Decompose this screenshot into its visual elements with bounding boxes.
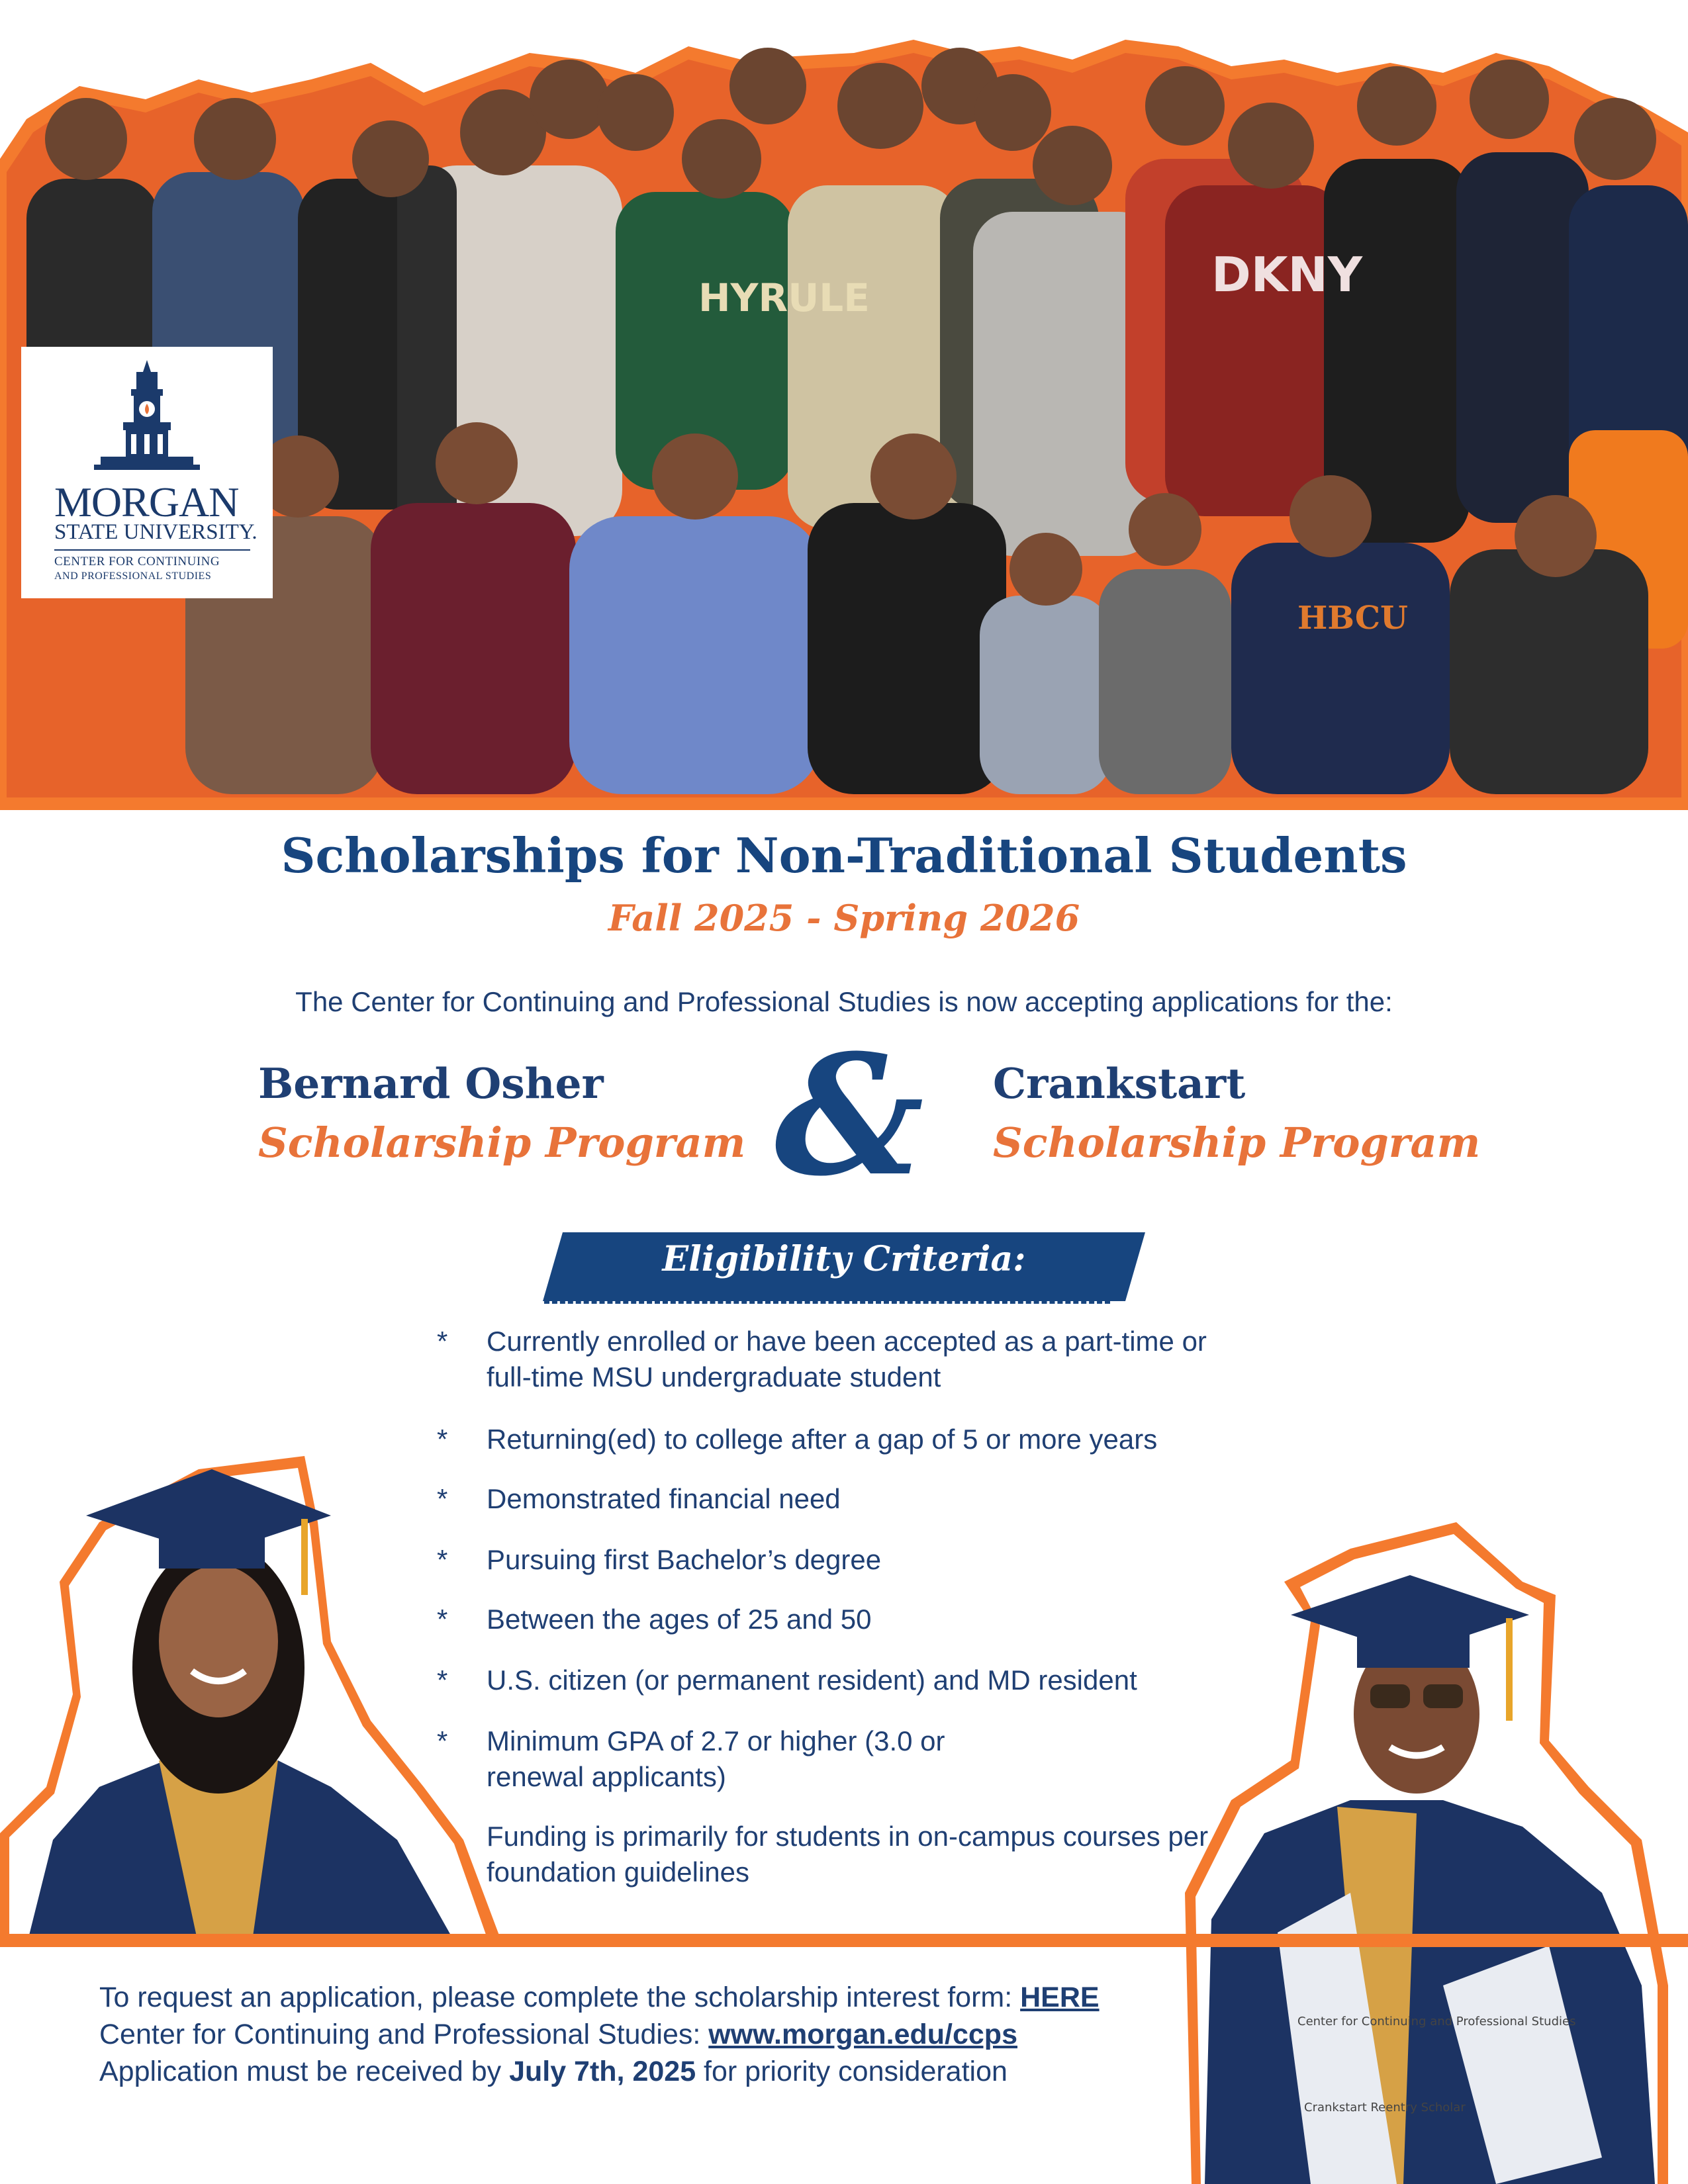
morgan-state-logo (21, 347, 273, 598)
footer-deadline-post: for priority consideration (696, 2056, 1008, 2087)
crankstart-program-name: Crankstart (993, 1059, 1246, 1108)
bullet-star: * (437, 1725, 448, 1756)
footer-request-line (99, 1979, 1225, 2016)
logo-studies-line: AND PROFESSIONAL STUDIES (54, 570, 212, 582)
term-subtitle: Fall 2025 - Spring 2026 (608, 897, 1080, 939)
intro-text: The Center for Continuing and Professional Studies is now accepting applications for the: (295, 986, 1393, 1017)
bottom-divider-band (0, 1934, 1688, 1947)
page-title: Scholarships for Non-Traditional Students (281, 827, 1407, 884)
group-photo (0, 0, 1688, 806)
bullet-star: * (437, 1424, 448, 1455)
osher-program-subtitle: Scholarship Program (258, 1118, 746, 1167)
eligibility-heading: Eligibility Criteria: (662, 1239, 1026, 1279)
dkny-shirt-text: DKNY (1211, 247, 1362, 302)
logo-morgan: MORGAN (54, 478, 239, 525)
footer-request-text: To request an application, please complete the scholarship interest form: (99, 1981, 1021, 2013)
criterion-text: Returning(ed) to college after a gap of 5 or more years (487, 1424, 1158, 1455)
footer (99, 1979, 1225, 2090)
footer-deadline-line (99, 2053, 1225, 2090)
clock-tower-icon (94, 360, 200, 476)
criterion-text: Between the ages of 25 and 50 (487, 1604, 872, 1635)
ampersand: & (774, 1018, 924, 1212)
bullet-star: * (437, 1326, 448, 1357)
interest-form-link[interactable]: HERE (1020, 1981, 1100, 2013)
bullet-star: * (437, 1604, 448, 1635)
footer-ccps-line (99, 2016, 1225, 2053)
footer-ccps-text: Center for Continuing and Professional Studies: (99, 2019, 709, 2050)
bullet-star: * (437, 1664, 448, 1696)
hyrule-shirt-text: HYRULE (698, 275, 870, 320)
graduate-photo-left (0, 1443, 503, 1946)
ccps-website-link[interactable]: www.morgan.edu/ccps (708, 2019, 1017, 2050)
eligibility-dashed-rule (544, 1301, 1110, 1304)
stole-text-crankstart: Crankstart Reentry Scholar (1304, 2101, 1466, 2115)
bullet-star: * (437, 1544, 448, 1575)
criterion-text: Demonstrated financial need (487, 1483, 841, 1514)
crankstart-program-subtitle: Scholarship Program (993, 1118, 1481, 1167)
criterion-text: Minimum GPA of 2.7 or higher (3.0 or renewal applicants) (487, 1725, 945, 1792)
top-divider-band (0, 801, 1688, 810)
bullet-star: * (437, 1483, 448, 1514)
logo-divider (54, 549, 250, 551)
hbcu-shirt-text: HBCU (1297, 600, 1408, 637)
criterion-text: Funding is primarily for students in on-campus courses per foundation guidelines (487, 1821, 1209, 1888)
logo-center-line: CENTER FOR CONTINUING (54, 555, 220, 569)
criterion-text: Currently enrolled or have been accepted as a part-time or full-time MSU undergraduate student (487, 1326, 1207, 1392)
criterion-text: Pursuing first Bachelor’s degree (487, 1544, 882, 1575)
osher-program-name: Bernard Osher (258, 1059, 604, 1108)
deadline-date: July 7th, 2025 (509, 2056, 696, 2087)
logo-state-university: STATE UNIVERSITY. (54, 520, 258, 544)
graduate-photo-right (1178, 1522, 1688, 2184)
criterion-text: U.S. citizen (or permanent resident) and MD resident (487, 1664, 1137, 1696)
stole-text-ccps: Center for Continuing and Professional Studies (1297, 2015, 1576, 2028)
footer-deadline-pre: Application must be received by (99, 2056, 510, 2087)
